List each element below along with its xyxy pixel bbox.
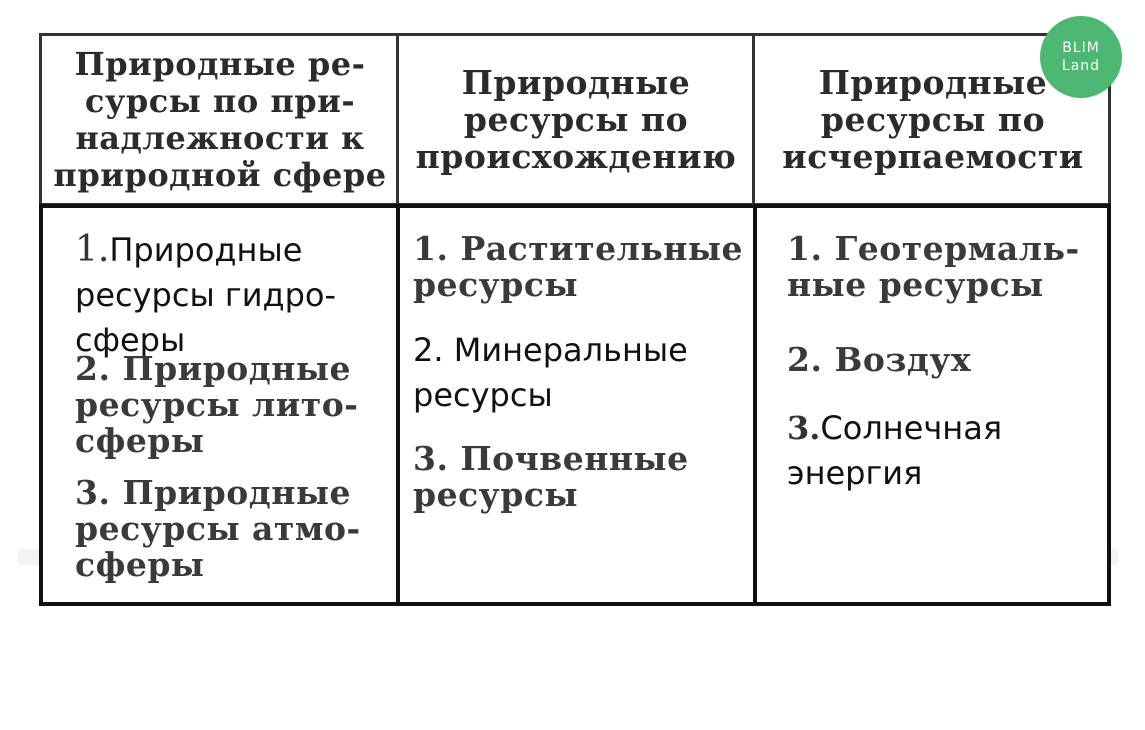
list-item-soil-resources: 3. Почвенные ресурсы xyxy=(413,439,689,514)
list-item-mineral-resources: 2. Минеральные ресурсы xyxy=(413,331,688,414)
body-divider-2 xyxy=(753,204,757,606)
logo-text-line1: BLIM xyxy=(1062,40,1100,56)
header-origin: Природные ресурсы по происхождению xyxy=(415,63,737,176)
list-item-text: Солнечная энергия xyxy=(787,409,1003,492)
list-item-lithosphere: 2. Природные ресурсы лито- сферы xyxy=(75,349,359,460)
list-item-solar-energy xyxy=(787,406,1002,496)
resource-classification-table xyxy=(39,33,1111,606)
body-divider-1 xyxy=(396,204,400,606)
header-exhaustibility: Природные ресурсы по исчерпаемости xyxy=(782,63,1084,176)
list-item-text: Природные ресурсы гидро- сферы xyxy=(75,231,337,359)
list-item-air: 2. Воздух xyxy=(787,340,972,379)
list-item-atmosphere: 3. Природные ресурсы атмо- сферы xyxy=(75,473,361,584)
logo-text-line2: Land xyxy=(1061,58,1101,74)
list-number: 3. xyxy=(787,409,821,447)
blim-land-logo xyxy=(1040,16,1122,98)
header-sphere-membership: Природные ре- сурсы по при- надлежности к природной сфере xyxy=(53,44,387,194)
list-number: 1. xyxy=(75,229,110,270)
list-item-plant-resources: 1. Растительные ресурсы xyxy=(413,229,743,304)
list-item-hydrosphere xyxy=(75,227,336,363)
list-item-geothermal: 1. Геотермаль- ные ресурсы xyxy=(787,229,1080,304)
